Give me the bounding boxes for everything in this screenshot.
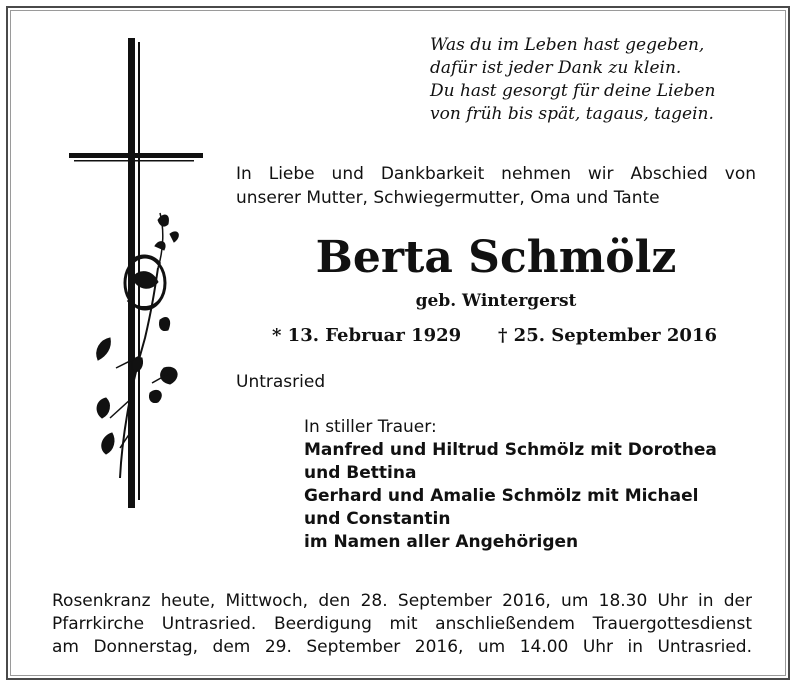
cross-rose-illustration (60, 38, 210, 518)
mourner-line: und Constantin (304, 509, 451, 529)
poem-line: Du hast gesorgt für deine Lieben (430, 81, 716, 101)
poem-line: dafür ist jeder Dank zu klein. (430, 58, 682, 78)
rose-icon (97, 213, 179, 478)
mourners-heading: In stiller Trauer: (304, 417, 437, 437)
birth-date: * 13. Februar 1929 (272, 325, 462, 346)
mourner-line: Manfred und Hiltrud Schmölz mit Dorothea (304, 440, 717, 460)
deceased-name: Berta Schmölz (315, 232, 677, 283)
mourners-block (304, 416, 764, 554)
poem (430, 34, 760, 126)
cross-icon (69, 38, 203, 508)
death-date: † 25. September 2016 (498, 325, 717, 346)
intro-text (236, 162, 756, 210)
intro-line: unserer Mutter, Schwiegermutter, Oma und Tante (236, 188, 660, 208)
place-name: Untrasried (236, 372, 326, 392)
mourner-line: und Bettina (304, 463, 417, 483)
maiden-name: geb. Wintergerst (415, 291, 577, 311)
intro-line: In Liebe und Dankbarkeit nehmen wir Abschied von (236, 164, 756, 184)
service-line: Rosenkranz heute, Mittwoch, den 28. September 2016, um 18.30 Uhr in der (52, 591, 752, 611)
mourner-line: Gerhard und Amalie Schmölz mit Michael (304, 486, 699, 506)
service-line: am Donnerstag, dem 29. September 2016, um 14.00 Uhr in Untrasried. (52, 637, 752, 657)
service-line: Pfarrkirche Untrasried. Beerdigung mit anschließendem Trauergottesdienst (52, 614, 752, 634)
poem-line: von früh bis spät, tagaus, tagein. (430, 104, 714, 124)
service-info (52, 590, 752, 659)
mourner-line: im Namen aller Angehörigen (304, 532, 579, 552)
poem-line: Was du im Leben hast gegeben, (430, 35, 705, 55)
